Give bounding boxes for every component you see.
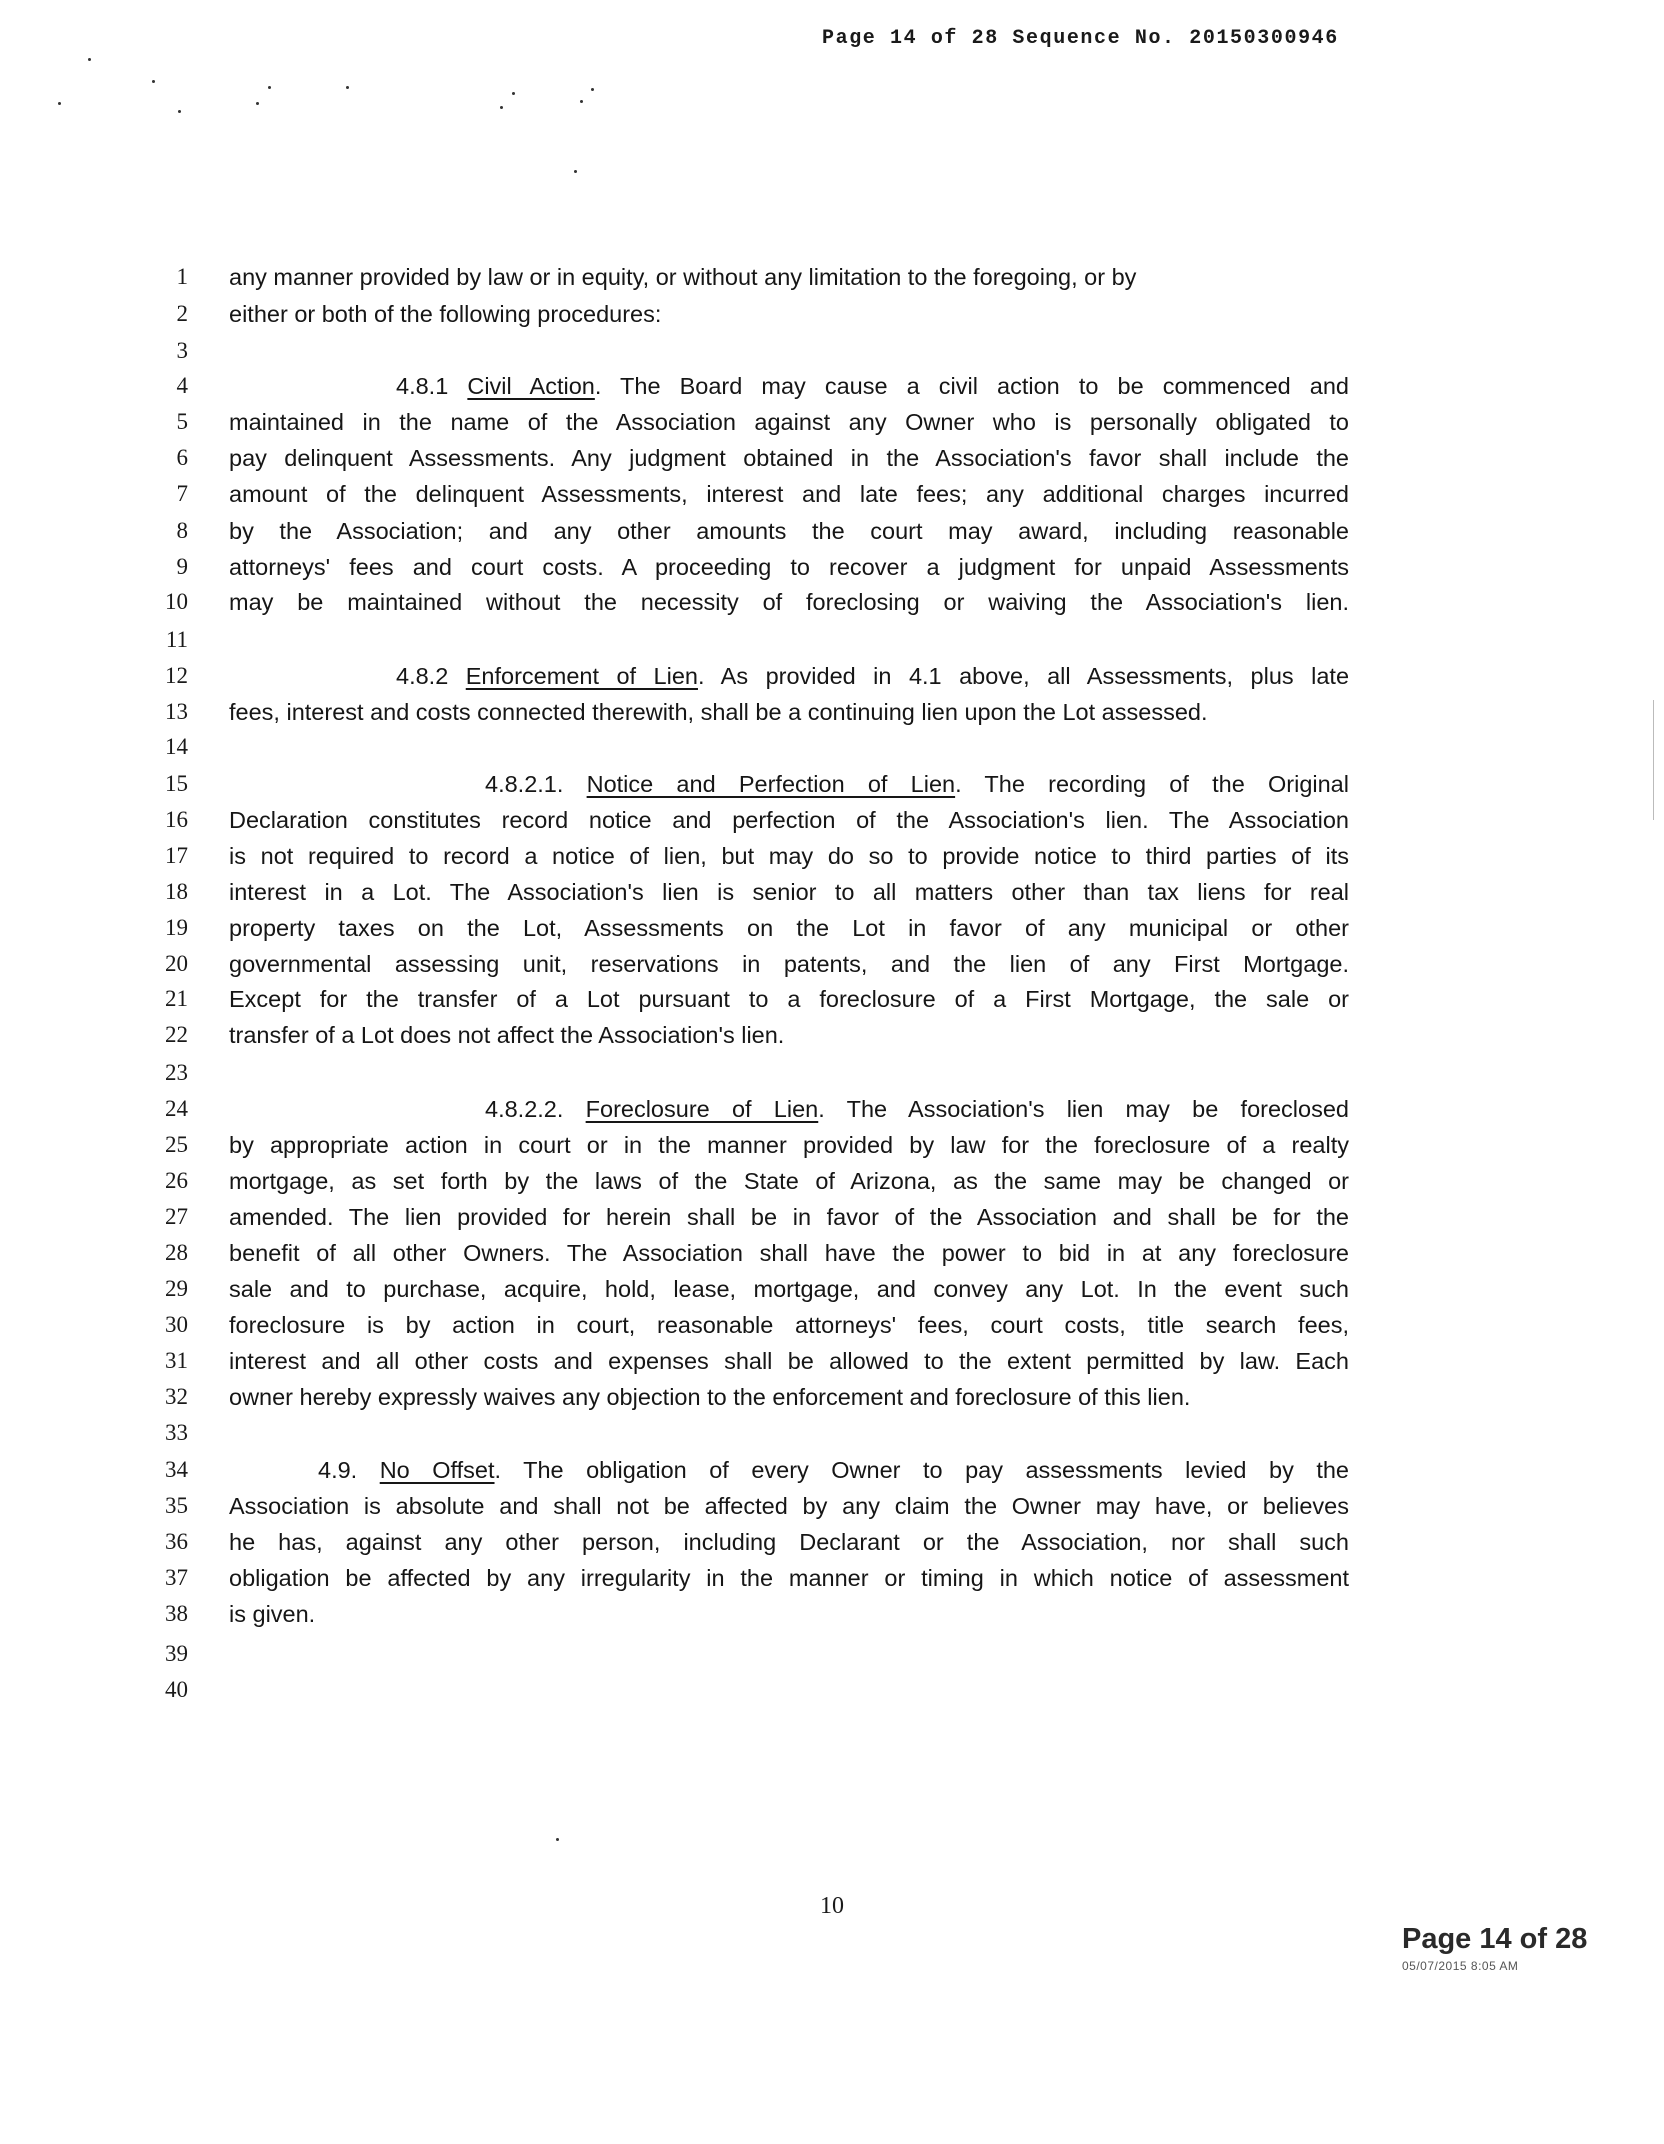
line-number: 3 [176, 338, 188, 363]
line-number: 34 [165, 1457, 188, 1482]
text-run: Declaration constitutes record notice and perfection of the Association's lien. The Association [229, 807, 1349, 833]
text-run: is given. [229, 1601, 316, 1627]
line-number: 8 [176, 518, 188, 543]
scan-speck [58, 102, 61, 105]
line-number: 38 [165, 1601, 188, 1626]
text-run: 4.8.1 [396, 373, 468, 399]
scan-speck [268, 86, 271, 89]
line-number: 33 [165, 1420, 188, 1445]
text-run: is not required to record a notice of lien, but may do so to provide notice to third parties of its [229, 843, 1349, 869]
text-run: governmental assessing unit, reservations in patents, and the lien of any First Mortgage. [229, 951, 1349, 977]
text-line [229, 588, 1349, 616]
line-number: 13 [165, 699, 188, 724]
section-heading: Enforcement of Lien [465, 663, 698, 689]
line-number: 20 [165, 951, 188, 976]
line-number: 9 [176, 554, 188, 579]
line-number: 23 [165, 1060, 188, 1085]
text-line [229, 1492, 1349, 1520]
line-number: 12 [165, 663, 188, 688]
text-line [229, 950, 1349, 978]
line-number: 7 [176, 481, 188, 506]
text-run: 4.8.2 [396, 663, 466, 689]
text-line [229, 1239, 1349, 1267]
line-number: 15 [165, 771, 188, 796]
text-run: . The Board may cause a civil action to be commenced and [594, 373, 1349, 399]
text-run: any manner provided by law or in equity, or without any limitation to the foregoing, or by [229, 264, 1137, 290]
text-run: 4.9. [318, 1457, 380, 1483]
text-run: foreclosure is by action in court, reasonable attorneys' fees, court costs, title search fees, [229, 1312, 1349, 1338]
line-number: 28 [165, 1240, 188, 1265]
section-heading: Foreclosure of Lien [585, 1096, 819, 1122]
text-line [229, 698, 1349, 726]
line-number: 30 [165, 1312, 188, 1337]
scan-speck [580, 100, 583, 103]
text-line [229, 1203, 1349, 1231]
line-number: 19 [165, 915, 188, 940]
text-run: Except for the transfer of a Lot pursuant to a foreclosure of a First Mortgage, the sale or [229, 986, 1349, 1012]
text-run: transfer of a Lot does not affect the Association's lien. [229, 1022, 785, 1048]
line-number: 37 [165, 1565, 188, 1590]
line-number: 14 [165, 734, 188, 759]
text-line [229, 1600, 1349, 1628]
scan-speck [591, 88, 594, 91]
text-line [229, 1275, 1349, 1303]
line-number: 18 [165, 879, 188, 904]
text-run: owner hereby expressly waives any objection to the enforcement and foreclosure of this lien. [229, 1384, 1191, 1410]
text-run: . As provided in 4.1 above, all Assessments, plus late [697, 663, 1349, 689]
text-run: amount of the delinquent Assessments, interest and late fees; any additional charges incurred [229, 481, 1349, 507]
text-line [229, 1167, 1349, 1195]
line-number: 35 [165, 1493, 188, 1518]
text-line [229, 1131, 1349, 1159]
line-number: 24 [165, 1096, 188, 1121]
line-number: 1 [176, 264, 188, 289]
scan-speck [88, 58, 91, 61]
text-run: sale and to purchase, acquire, hold, lease, mortgage, and convey any Lot. In the event such [229, 1276, 1349, 1302]
text-line [229, 1347, 1349, 1375]
text-run: 4.8.2.2. [485, 1096, 586, 1122]
line-number: 6 [176, 445, 188, 470]
text-line [229, 1021, 1349, 1049]
text-run: he has, against any other person, including Declarant or the Association, nor shall such [229, 1529, 1349, 1555]
text-line [229, 1311, 1349, 1339]
text-line [229, 517, 1349, 545]
text-line [229, 985, 1349, 1013]
text-run: maintained in the name of the Association against any Owner who is personally obligated to [229, 409, 1349, 435]
text-line [229, 480, 1349, 508]
text-run: . The recording of the Original [955, 771, 1349, 797]
text-line [396, 662, 1349, 690]
line-number: 22 [165, 1022, 188, 1047]
text-run: 4.8.2.1. [485, 771, 587, 797]
scan-speck [574, 170, 577, 173]
section-heading: No Offset [379, 1457, 495, 1483]
line-number: 11 [165, 627, 188, 652]
line-number: 27 [165, 1204, 188, 1229]
text-run: mortgage, as set forth by the laws of the State of Arizona, as the same may be changed or [229, 1168, 1349, 1194]
text-line [485, 1095, 1349, 1123]
text-line [229, 444, 1349, 472]
text-line [229, 878, 1349, 906]
text-line [229, 300, 1349, 328]
text-line [229, 1383, 1349, 1411]
text-line [229, 806, 1349, 834]
text-line [485, 770, 1349, 798]
footer-timestamp: 05/07/2015 8:05 AM [1402, 1959, 1519, 1973]
line-number: 36 [165, 1529, 188, 1554]
line-number: 31 [165, 1348, 188, 1373]
line-number: 40 [165, 1677, 188, 1702]
page-number: 10 [820, 1893, 844, 1919]
text-run: may be maintained without the necessity of foreclosing or waiving the Association's lien. [229, 589, 1349, 615]
scan-speck [256, 102, 259, 105]
text-line [229, 914, 1349, 942]
section-heading: Civil Action [467, 373, 595, 399]
text-line [229, 263, 1349, 291]
text-run: attorneys' fees and court costs. A proceeding to recover a judgment for unpaid Assessments [229, 554, 1349, 580]
scan-speck [178, 110, 181, 113]
line-number: 17 [165, 843, 188, 868]
text-line [229, 842, 1349, 870]
text-run: . The Association's lien may be foreclosed [818, 1096, 1349, 1122]
section-heading: Notice and Perfection of Lien [586, 771, 956, 797]
line-number: 26 [165, 1168, 188, 1193]
text-run: pay delinquent Assessments. Any judgment obtained in the Association's favor shall include the [229, 445, 1349, 471]
header-stamp: Page 14 of 28 Sequence No. 20150300946 [822, 27, 1339, 50]
footer-page-label: Page 14 of 28 [1402, 1923, 1588, 1955]
line-number: 4 [176, 373, 188, 398]
scan-edge-mark [1653, 700, 1654, 820]
text-run: property taxes on the Lot, Assessments on the Lot in favor of any municipal or other [229, 915, 1349, 941]
line-number: 10 [165, 589, 188, 614]
text-run: . The obligation of every Owner to pay assessments levied by the [494, 1457, 1349, 1483]
scan-speck [152, 80, 155, 83]
text-run: interest in a Lot. The Association's lien is senior to all matters other than tax liens for real [229, 879, 1349, 905]
text-run: either or both of the following procedures: [229, 301, 662, 327]
text-run: amended. The lien provided for herein shall be in favor of the Association and shall be for the [229, 1204, 1349, 1230]
line-number: 32 [165, 1384, 188, 1409]
text-run: by the Association; and any other amounts the court may award, including reasonable [229, 518, 1349, 544]
text-run: by appropriate action in court or in the manner provided by law for the foreclosure of a realty [229, 1132, 1349, 1158]
text-line [229, 553, 1349, 581]
text-line [229, 1564, 1349, 1592]
scan-speck [346, 86, 349, 89]
text-line [318, 1456, 1349, 1484]
line-number: 29 [165, 1276, 188, 1301]
text-run: Association is absolute and shall not be affected by any claim the Owner may have, or believes [229, 1493, 1349, 1519]
text-run: benefit of all other Owners. The Association shall have the power to bid in at any foreclosure [229, 1240, 1349, 1266]
line-number: 5 [176, 409, 188, 434]
text-line [229, 1528, 1349, 1556]
scan-speck [500, 106, 503, 109]
line-number: 2 [176, 301, 188, 326]
text-run: obligation be affected by any irregularity in the manner or timing in which notice of assessment [229, 1565, 1349, 1591]
text-run: fees, interest and costs connected therewith, shall be a continuing lien upon the Lot assessed. [229, 699, 1208, 725]
text-line [229, 408, 1349, 436]
line-number: 39 [165, 1641, 188, 1666]
line-number: 25 [165, 1132, 188, 1157]
text-run: interest and all other costs and expenses shall be allowed to the extent permitted by law. Each [229, 1348, 1349, 1374]
line-number: 16 [165, 807, 188, 832]
scan-speck [556, 1838, 559, 1841]
text-line [396, 372, 1349, 400]
line-number: 21 [165, 986, 188, 1011]
scan-speck [512, 92, 515, 95]
